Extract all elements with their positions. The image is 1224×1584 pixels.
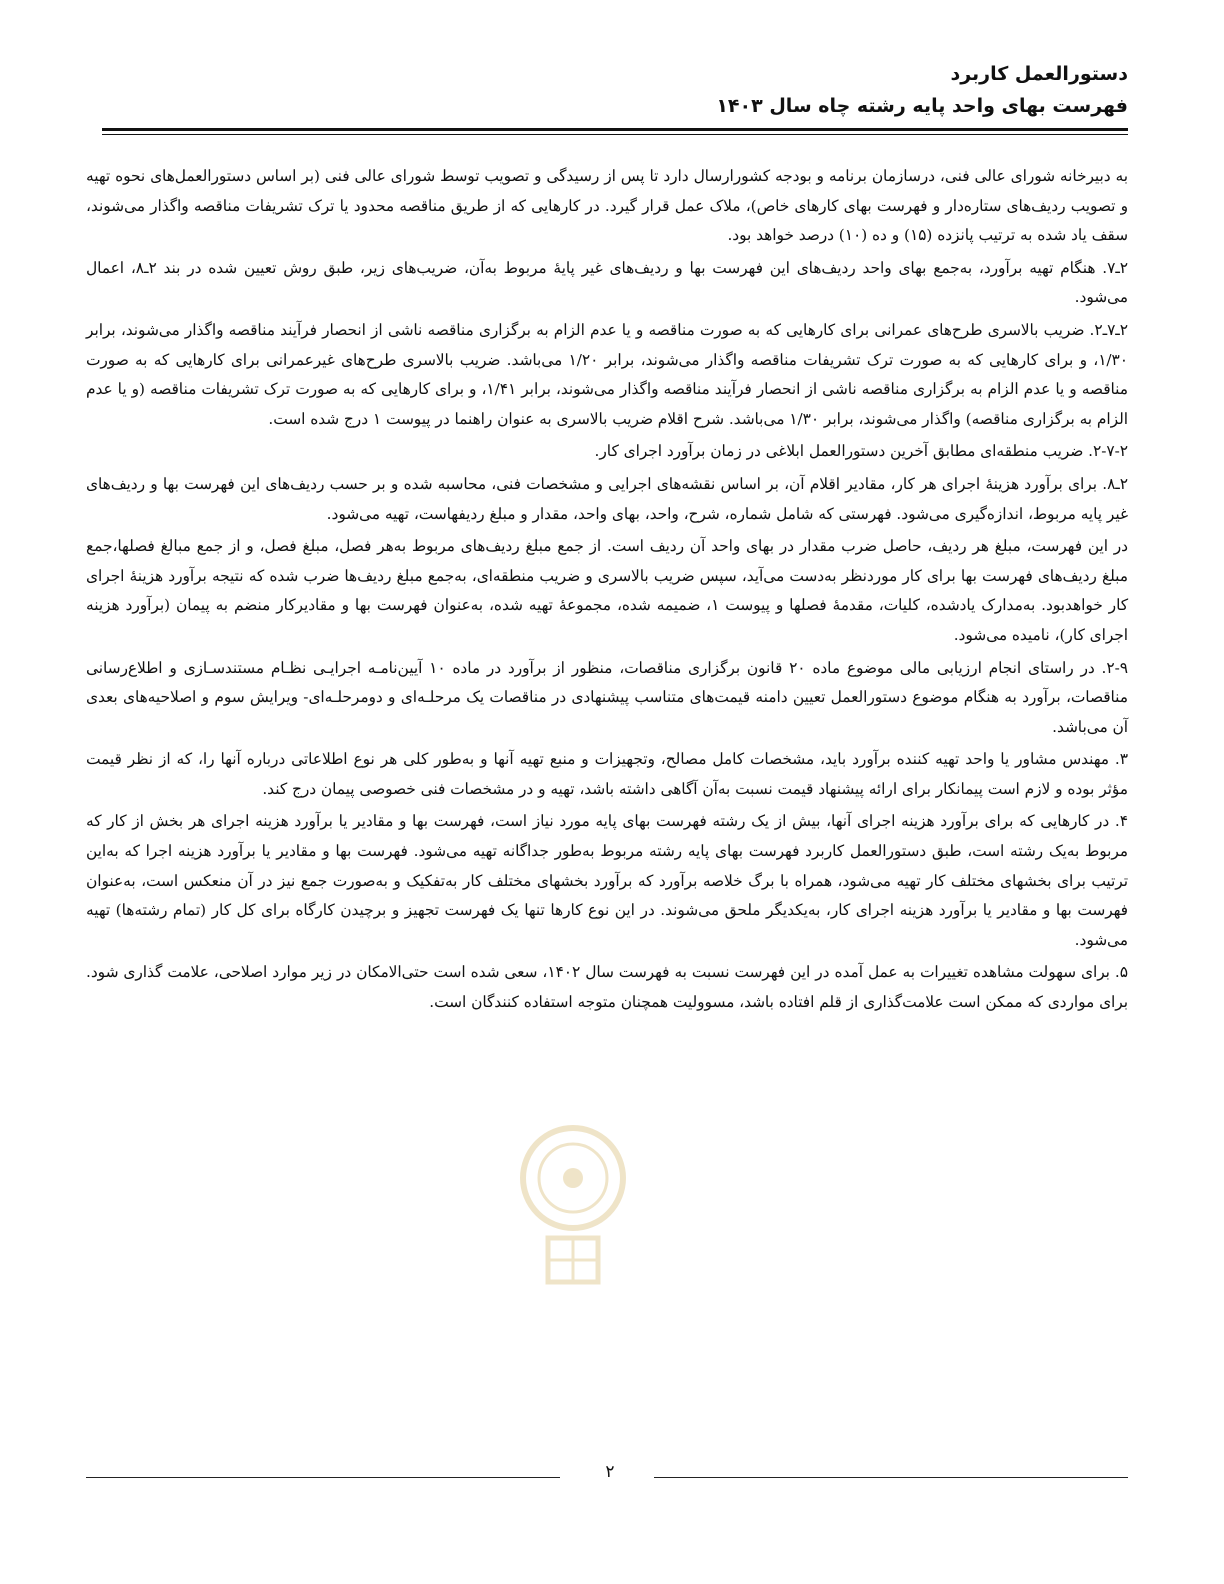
footer-rule-left [86, 1477, 560, 1478]
paragraph: ۵. برای سهولت مشاهده تغییرات به عمل آمده در این فهرست نسبت به فهرست سال ۱۴۰۲، سعی شده است حتی‌الامکان در زیر موارد اصلاحی، علامت گذاری شود. برای مواردی که ممکن است علامت‌گذاری از قلم افتاده باشد، مسوولیت همچنان متوجه استفاده کنندگان است. [86, 963, 1128, 1012]
paragraph: ۲ـ۷. هنگام تهیه برآورد، به‌جمع بهای واحد ردیف‌های این فهرست بها و ردیف‌های غیر پایهٔ مربوط به‌آن، ضریب‌های زیر، طبق روش تعیین شده در بند ۲ـ۸، اعمال می‌شود. [86, 258, 1129, 307]
paragraph: ۲ـ۷ـ۲. ضریب بالاسری طرح‌های عمرانی برای کارهایی که به صورت مناقصه و یا عدم الزام به برگزاری مناقصه ناشی از انحصار فرآیند مناقصه واگذار می‌شوند، برابر ۱/۳۰، و برای کارهایی که به صورت ترک تشریفات مناقصه واگذار می‌شوند، برابر ۱/۲۰ می‌باشد. ضریب بالاسری طرح‌های غیرعمرانی برای کارهایی که به صورت مناقصه و یا عدم الزام به برگزاری مناقصه ناشی از انحصار فرآیند مناقصه واگذار می‌شوند، برابر ۱/۴۱، و برای کارهایی که به صورت ترک تشریفات مناقصه (و یا عدم الزام به برگزاری مناقصه) واگذار می‌شوند، برابر ۱/۳۰ می‌باشد. شرح اقلام ضریب بالاسری به عنوان راهنما در پیوست ۱ درج شده است. [86, 320, 1128, 428]
watermark-seal-icon [498, 1118, 648, 1308]
page-number: ۲ [605, 1462, 615, 1482]
page-header [102, 58, 1128, 122]
paragraph: ۴. در کارهایی که برای برآورد هزینه اجرای آنها، بیش از یک رشته فهرست بهای پایه مورد نیاز است، فهرست بها و مقادیر یا برآورد هزینه اجرای هر بخش از کار که مربوط به‌یک رشته است، طبق دستورالعمل کاربرد فهرست بهای پایه رشته مربوط به‌طور جداگانه تهیه می‌شود. فهرست بها و مقادیر یا برآورد هزینه اجرا که به‌این ترتیب برای بخشهای مختلف کار تهیه می‌شود، همراه با برگ خلاصه برآورد که برآورد بخشهای مختلف کار به‌تفکیک و به‌صورت جمع نیز در آن منعکس است، به‌عنوان فهرست بها و مقادیر یا برآورد هزینه اجرای کار، به‌یکدیگر ملحق می‌شوند. در این نوع کارها تنها یک فهرست تجهیز و برچیدن کارگاه برای کل کار (تمام رشته‌ها) تهیه می‌شود. [86, 812, 1128, 949]
footer-rule-right [654, 1477, 1128, 1478]
paragraph: به دبیرخانه شورای عالی فنی، درسازمان برنامه و بودجه کشورارسال دارد تا پس از رسیدگی و تصویب توسط شورای عالی فنی (بر اساس دستورالعمل‌های نحوه تهیه و تصویب ردیف‌های ستاره‌دار و فهرست بهای کارهای خاص)، ملاک عمل قرار گیرد. در کارهایی که از طریق مناقصه محدود یا ترک تشریفات مناقصه واگذار می‌شوند، سقف یاد شده به ترتیب پانزده (۱۵) و ده (۱۰) درصد خواهد بود. [86, 167, 1128, 245]
paragraph: در این فهرست، مبلغ هر ردیف، حاصل ضرب مقدار در بهای واحد آن ردیف است. از جمع مبلغ ردیف‌های مربوط به‌هر فصل، مبلغ فصل، و از جمع مبالغ فصلها،جمع مبلغ ردیف‌های فهرست بها برای کار موردنظر به‌دست می‌آید، سپس ضریب بالاسری و ضریب منطقه‌ای، به‌جمع مبلغ ردیف‌ها ضرب شده که نتیجه برآورد هزینهٔ اجرای کار خواهدبود. به‌مدارک یادشده، کلیات، مقدمهٔ فصلها و پیوست ۱، ضمیمه شده، مجموعهٔ تهیه شده، به‌عنوان فهرست بها و مقادیرکار منضم به پیمان (برآورد هزینه اجرای کار)، نامیده می‌شود. [86, 537, 1129, 644]
header-rule-thin [102, 134, 1128, 135]
header-title: دستورالعمل کاربرد [950, 63, 1128, 85]
paragraph: ۳. مهندس مشاور یا واحد تهیه کننده برآورد باید، مشخصات کامل مصالح، وتجهیزات و منبع تهیه آنها و به‌طور کلی هر نوع اطلاعاتی درباره آنها را، که از نظر قیمت مؤثر بوده و لازم است پیمانکار برای ارائه پیشنهاد قیمت نسبت به‌آن آگاهی داشته باشد، تهیه و در مشخصات فنی خصوصی پیمان درج کند. [86, 750, 1128, 798]
paragraph: ۲-۷-۲. ضریب منطقه‌ای مطابق آخرین دستورالعمل ابلاغی در زمان برآورد اجرای کار. [594, 442, 1128, 461]
body-text [86, 162, 1128, 1021]
paragraph: ۲-۹. در راستای انجام ارزیابی مالی موضوع ماده ۲۰ قانون برگزاری مناقصات، منظور از برآورد در ماده ۱۰ آیین‌نامـه اجرایـی نظـام مستندسـازی و اطلاع‌رسانی مناقصات، برآورد به هنگام موضوع دستورالعمل تعیین دامنه قیمت‌های متناسب پیشنهادی در مناقصات یک مرحلـه‌ای و دومرحلـه‌ای- ویرایش سوم و اصلاحیه‌های بعدی آن می‌باشد. [86, 658, 1128, 736]
header-rule-thick [102, 128, 1128, 131]
header-subtitle: فهرست بهای واحد پایه رشته چاه سال ۱۴۰۳ [716, 95, 1128, 117]
paragraph: ۲ـ۸. برای برآورد هزینهٔ اجرای هر کار، مقادیر اقلام آن، بر اساس نقشه‌های اجرایی و مشخصات فنی، محاسبه شده و بر حسب ردیف‌های این فهرست بها و ردیف‌های غیر پایه مربوط، اندازه‌گیری می‌شود. فهرستی که شامل شماره، شرح، واحد، بهای واحد، مقدار و مبلغ ردیفهاست، تهیه می‌شود. [86, 474, 1128, 523]
